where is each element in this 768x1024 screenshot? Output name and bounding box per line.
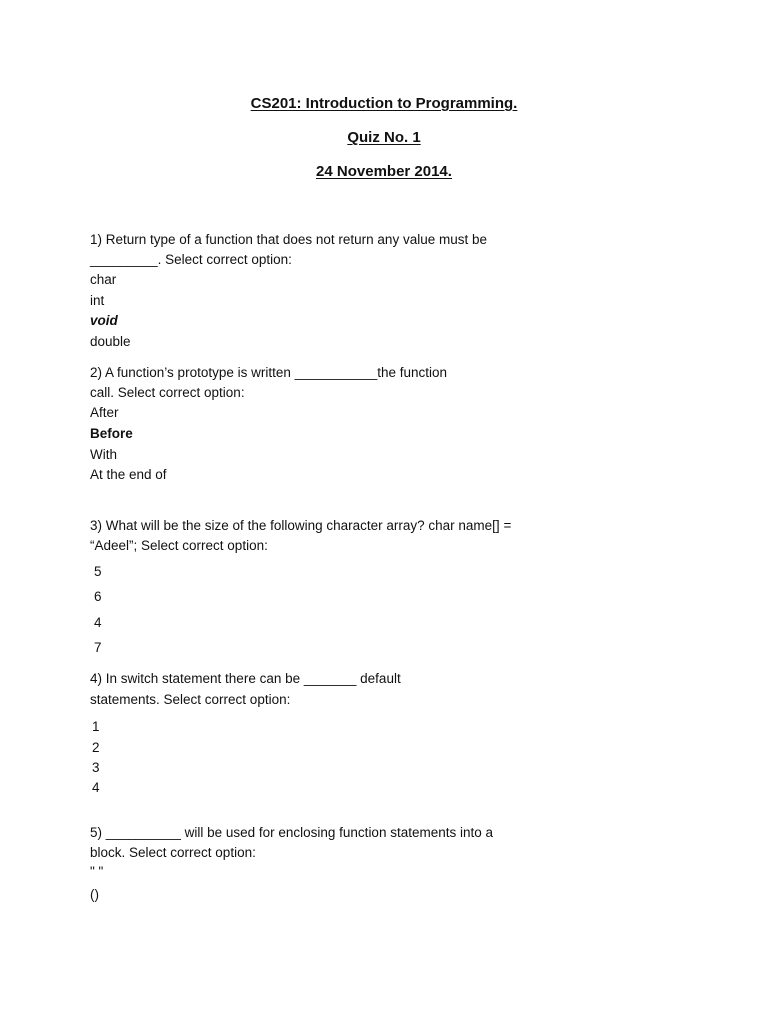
question-2-option-4: At the end of bbox=[90, 467, 167, 482]
question-3-option-1: 5 bbox=[94, 564, 102, 579]
question-5-text: 5) __________ will be used for enclosing function statements into a bbox=[90, 825, 494, 840]
question-4-text: 4) In switch statement there can be _______ default bbox=[90, 671, 401, 686]
question-5-prompt: block. Select correct option: bbox=[90, 845, 256, 860]
question-4-option-3: 3 bbox=[92, 760, 100, 775]
question-3-text: 3) What will be the size of the following character array? char name[] = bbox=[90, 518, 512, 533]
question-1-option-3-answer: void bbox=[90, 313, 118, 328]
question-2-option-2-answer: Before bbox=[90, 426, 133, 441]
question-1-prompt: _________. Select correct option: bbox=[90, 252, 292, 267]
question-4-option-4: 4 bbox=[92, 780, 100, 795]
question-1-text: 1) Return type of a function that does not return any value must be bbox=[90, 232, 487, 247]
question-2-option-3: With bbox=[90, 447, 117, 462]
question-4-prompt: statements. Select correct option: bbox=[90, 692, 291, 707]
question-3-option-4: 7 bbox=[94, 640, 102, 655]
question-3-option-3: 4 bbox=[94, 615, 102, 630]
question-2-text: 2) A function’s prototype is written ___________the function bbox=[90, 365, 447, 380]
question-1-option-1: char bbox=[90, 272, 117, 287]
question-1-option-4: double bbox=[90, 334, 131, 349]
question-2-option-1: After bbox=[90, 405, 119, 420]
question-3-prompt: “Adeel”; Select correct option: bbox=[90, 538, 268, 553]
question-4-option-1: 1 bbox=[92, 719, 100, 734]
question-1-option-2: int bbox=[90, 293, 105, 308]
quiz-date: 24 November 2014. bbox=[316, 163, 452, 180]
quiz-number: Quiz No. 1 bbox=[347, 129, 421, 146]
question-2-prompt: call. Select correct option: bbox=[90, 385, 245, 400]
quiz-course-title: CS201: Introduction to Programming. bbox=[250, 95, 518, 112]
question-4-option-2: 2 bbox=[92, 740, 100, 755]
question-3-option-2: 6 bbox=[94, 589, 102, 604]
question-5-option-1: " " bbox=[90, 864, 104, 879]
question-5-option-2: () bbox=[90, 887, 99, 902]
